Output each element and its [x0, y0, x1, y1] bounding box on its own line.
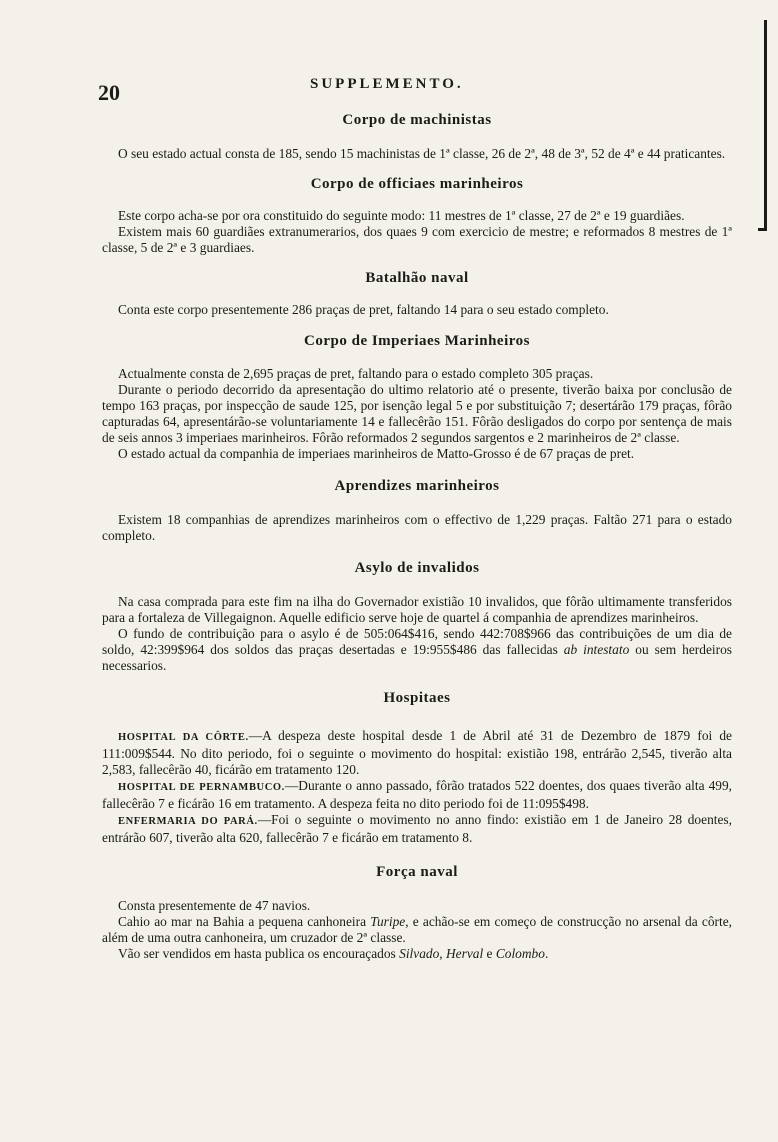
paragraph-cahio [102, 914, 732, 946]
entry-label: HOSPITAL DE PERNAMBUCO. [118, 782, 285, 793]
fund-text-b: ou sem herdeiros necessarios. [102, 642, 732, 673]
ship-name-colombo: Colombo [495, 946, 545, 961]
ship-name-silvado: Silvado [399, 946, 440, 961]
cahio-text-b: , e achão-se em começo de construcção no arsenal da côrte, além de uma outra canhoneira, um cruzador de 2ª classe. [102, 914, 732, 945]
document-body [102, 108, 732, 962]
paragraph: Este corpo acha-se por ora constituido do seguinte modo: 11 mestres de 1ª classe, 27 de 2ª e 19 guardiães. [118, 208, 685, 223]
paragraph: Existem mais 60 guardiães extranumerarios, dos quaes 9 com exercicio de mestre; e reformados 8 mestres de 1ª classe, 5 de 2ª e 3 guardiaes. [102, 224, 732, 255]
entry-label: ENFERMARIA DO PARÁ. [118, 816, 258, 827]
entry-text: —Foi o seguinte o movimento no anno findo: existião em 1 de Janeiro 28 doentes, entrárão 607, tiverão alta 620, fallecêrão 7 e ficárão em tratamento 8. [102, 812, 732, 845]
ship-name-turipe: Turipe [370, 914, 406, 929]
paragraph: Na casa comprada para este fim na ilha do Governador existião 10 invalidos, que fôrão ultimamente transferidos para a fortaleza de Villegaignon. Aquelle edificio serve hoje de quartel á companhia de aprendizes marinheiros. [102, 594, 732, 625]
running-title: SUPPLEMENTO. [310, 76, 464, 92]
fund-italic: ab intestato [563, 642, 630, 657]
hospital-entry-para [102, 812, 732, 846]
vender-conj: e [483, 946, 496, 961]
paragraph-fundo [102, 626, 732, 674]
paragraph-vender [102, 946, 732, 962]
section-title-imperiaes-marinheiros: Corpo de Imperiaes Marinheiros [304, 333, 530, 349]
paragraph: Existem 18 companhias de aprendizes marinheiros com o effectivo de 1,229 praças. Faltão 271 para o estado completo. [102, 512, 732, 543]
entry-label: HOSPITAL DA CÔRTE. [118, 732, 249, 743]
fund-text-a: O fundo de contribuição para o asylo é de 505:064$416, sendo 442:708$966 das contribuições de um dia de soldo, 42:399$964 dos soldos das praças desertadas e 19:955$486 das fallecidas [102, 626, 732, 657]
vender-sep: , [439, 946, 446, 961]
paragraph: Actualmente consta de 2,695 praças de pret, faltando para o estado completo 305 praças. [118, 366, 594, 381]
section-title-machinistas: Corpo de machinistas [342, 112, 492, 128]
paragraph: O estado actual da companhia de imperiaes marinheiros de Matto-Grosso é de 67 praças de pret. [118, 446, 635, 461]
cahio-text-a: Cahio ao mar na Bahia a pequena canhoneira [118, 914, 371, 929]
section-title-hospitaes: Hospitaes [383, 690, 451, 706]
entry-text: —A despeza deste hospital desde 1 de Abril até 31 de Dezembro de 1879 foi de 111:009$544. No dito periodo, foi o seguinte o movimento do hospital: existião 198, entrárão 2,545, tiverão alta 2,583, fallecêrão 40, ficárão em tratamento 120. [102, 728, 733, 777]
scan-edge-tick [758, 228, 767, 231]
paragraph: Durante o periodo decorrido da apresentação do ultimo relatorio até o presente, tiverão baixa por conclusão de tempo 163 praças, por inspecção de saude 125, por isenção legal 5 e por substituição 7; desertárão 179 praças, fôrão capturadas 64, apresentárão-se voluntariamente 14 e fallecêrão 151. Fôrão desligados do corpo por sentença de mais de seis annos 3 imperiaes marinheiros. Fôrão reformados 2 segundos sargentos e 2 marinheiros de 2ª classe. [102, 382, 732, 445]
section-title-batalhao-naval: Batalhão naval [365, 270, 469, 286]
section-title-forca-naval: Força naval [376, 864, 458, 880]
vender-end: . [544, 946, 549, 961]
page-number: 20 [98, 80, 120, 105]
paragraph: O seu estado actual consta de 185, sendo 15 machinistas de 1ª classe, 26 de 2ª, 48 de 3ª, 52 de 4ª e 44 praticantes. [118, 146, 726, 161]
paragraph: Conta este corpo presentemente 286 praças de pret, faltando 14 para o seu estado completo. [118, 302, 609, 317]
scan-edge-rule [764, 20, 767, 230]
section-title-officiaes-marinheiros: Corpo de officiaes marinheiros [310, 176, 524, 192]
section-title-asylo-invalidos: Asylo de invalidos [354, 560, 480, 576]
hospital-entry-pernambuco [102, 778, 732, 812]
entry-text: —Durante o anno passado, fôrão tratados 522 doentes, dos quaes tiverão alta 499, fallecêrão 7 e ficárão 16 em tratamento. A despeza feita no dito periodo foi de 11:095$498. [102, 778, 732, 811]
paragraph: Consta presentemente de 47 navios. [118, 898, 311, 913]
hospital-entry-corte [102, 728, 732, 778]
vender-text-a: Vão ser vendidos em hasta publica os encouraçados [118, 946, 400, 961]
ship-name-herval: Herval [446, 946, 484, 961]
section-title-aprendizes-marinheiros: Aprendizes marinheiros [334, 478, 500, 494]
